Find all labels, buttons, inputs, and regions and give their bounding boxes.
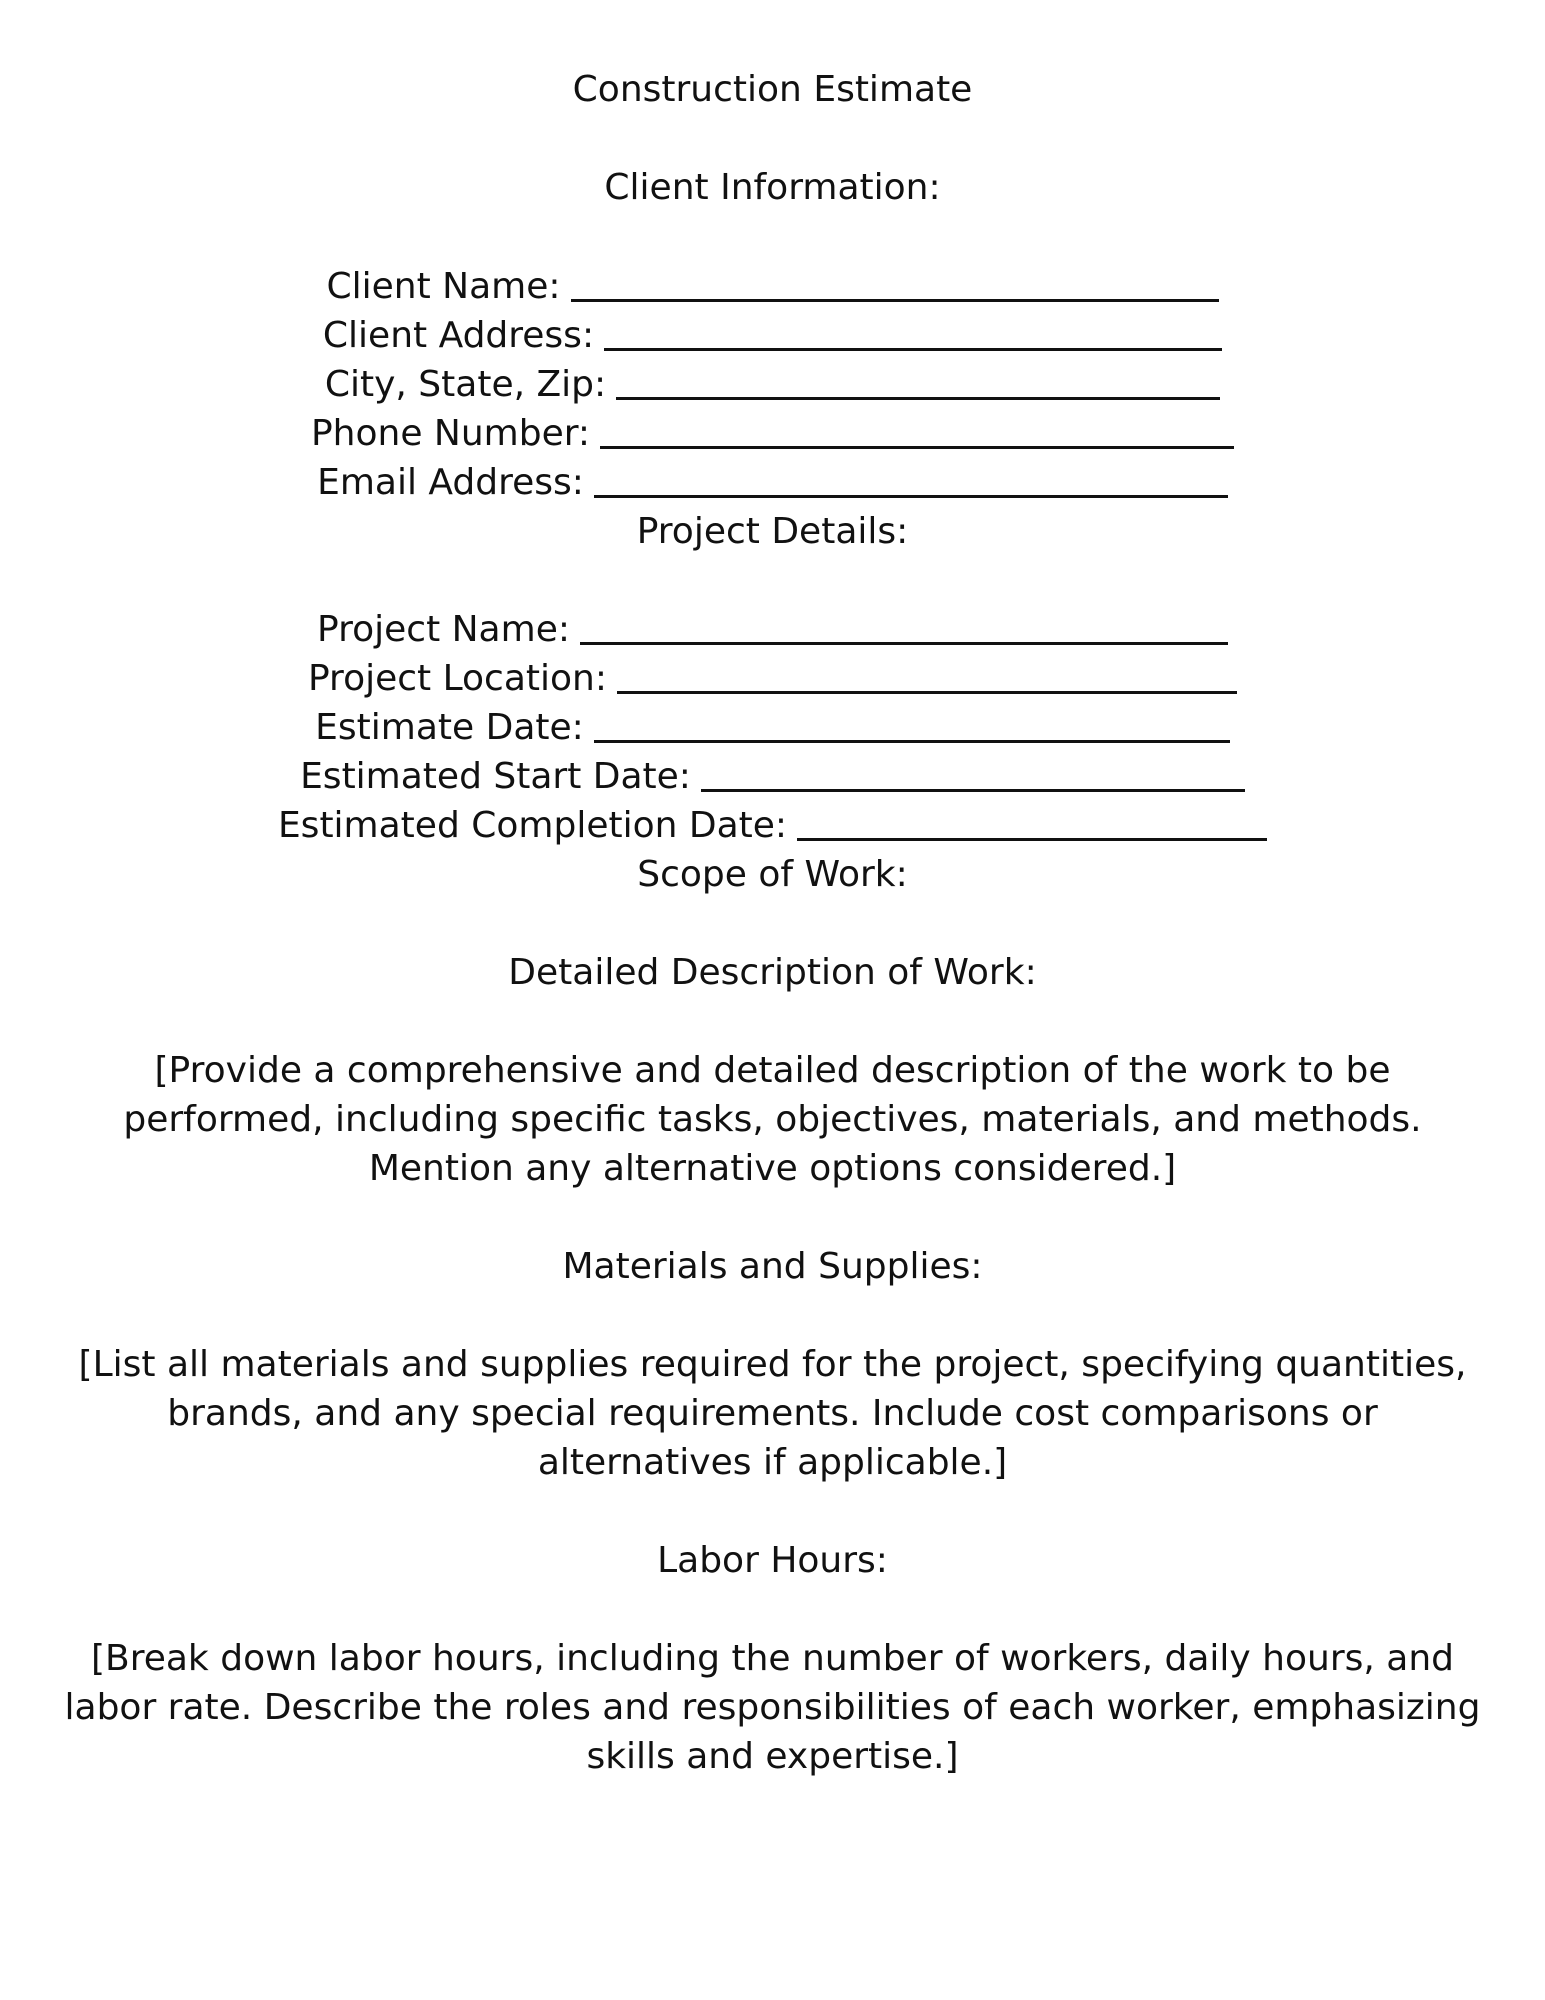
client-name-label: Client Name: xyxy=(326,266,561,307)
client-address-label: Client Address: xyxy=(322,315,595,356)
project-location-field[interactable] xyxy=(0,654,1545,703)
phone-number-label: Phone Number: xyxy=(310,413,591,454)
city-state-zip-blank-line[interactable] xyxy=(616,397,1220,400)
estimated-start-date-field[interactable] xyxy=(0,752,1545,801)
estimated-completion-date-field[interactable] xyxy=(0,801,1545,850)
client-name-blank-line[interactable] xyxy=(571,299,1219,302)
project-name-field[interactable] xyxy=(0,605,1545,654)
phone-number-blank-line[interactable] xyxy=(600,446,1234,449)
project-location-label: Project Location: xyxy=(307,658,607,699)
project-location-blank-line[interactable] xyxy=(617,691,1237,694)
estimate-date-blank-line[interactable] xyxy=(594,740,1230,743)
project-name-blank-line[interactable] xyxy=(580,642,1228,645)
client-info-heading: Client Information: xyxy=(604,167,941,208)
email-address-blank-line[interactable] xyxy=(594,495,1228,498)
estimated-start-date-blank-line[interactable] xyxy=(701,789,1245,792)
project-details-heading: Project Details: xyxy=(636,511,909,552)
scope-of-work-heading: Scope of Work: xyxy=(637,854,908,895)
labor-hours-text: [Break down labor hours, including the number of workers, daily hours, and labor rate. Describe the roles and responsibilities of each worker, emphasizing skills and expertise.] xyxy=(64,1638,1481,1777)
email-address-field[interactable] xyxy=(0,458,1545,507)
detailed-description-heading: Detailed Description of Work: xyxy=(508,952,1037,993)
estimated-completion-date-blank-line[interactable] xyxy=(797,838,1267,841)
estimated-completion-date-label: Estimated Completion Date: xyxy=(277,805,788,846)
city-state-zip-field[interactable] xyxy=(0,360,1545,409)
labor-hours-heading: Labor Hours: xyxy=(657,1540,888,1581)
materials-supplies-text: [List all materials and supplies required for the project, specifying quantities, brands, and any special requirements. Include cost comparisons or alternatives if applicable.] xyxy=(78,1344,1467,1483)
document-title: Construction Estimate xyxy=(572,69,973,110)
client-address-field[interactable] xyxy=(0,311,1545,360)
estimate-date-field[interactable] xyxy=(0,703,1545,752)
detailed-description-text: [Provide a comprehensive and detailed description of the work to be performed, including specific tasks, objectives, materials, and methods. Mention any alternative options considered.] xyxy=(123,1050,1422,1189)
project-name-label: Project Name: xyxy=(317,609,570,650)
client-name-field[interactable] xyxy=(0,262,1545,311)
client-address-blank-line[interactable] xyxy=(604,348,1222,351)
city-state-zip-label: City, State, Zip: xyxy=(324,364,607,405)
materials-supplies-heading: Materials and Supplies: xyxy=(562,1246,983,1287)
email-address-label: Email Address: xyxy=(317,462,584,503)
phone-number-field[interactable] xyxy=(0,409,1545,458)
estimated-start-date-label: Estimated Start Date: xyxy=(300,756,691,797)
estimate-date-label: Estimate Date: xyxy=(315,707,584,748)
